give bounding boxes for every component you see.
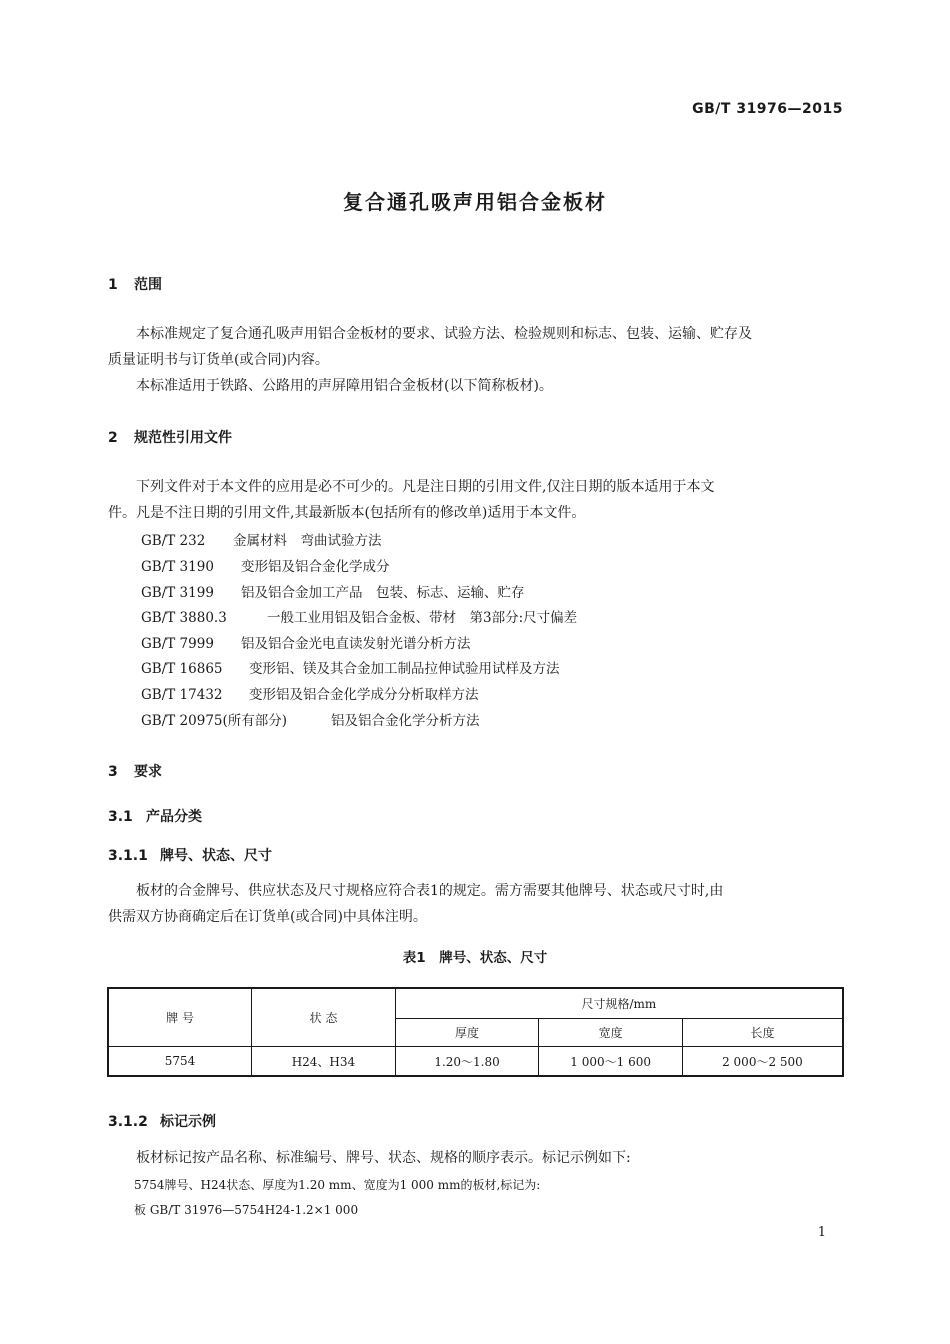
reference-name: 一般工业用铝及铝合金板、带材 第3部分:尺寸偏差 bbox=[267, 610, 578, 626]
reference-item bbox=[141, 709, 480, 729]
reference-code: GB/T 20975(所有部分) bbox=[141, 713, 288, 729]
section-1-paragraph-2 bbox=[108, 373, 844, 399]
section-1-paragraph-1-cont bbox=[108, 347, 844, 373]
section-3-1-1-heading bbox=[108, 845, 272, 865]
reference-item bbox=[141, 606, 577, 626]
reference-name: 变形铝及铝合金化学成分分析取样方法 bbox=[249, 687, 479, 703]
page-number: 1 bbox=[817, 1225, 826, 1240]
reference-name: 铝及铝合金光电直读发射光谱分析方法 bbox=[241, 636, 471, 652]
reference-code: GB/T 232 bbox=[141, 533, 206, 549]
reference-item bbox=[141, 581, 525, 601]
reference-name: 变形铝及铝合金化学成分 bbox=[241, 559, 390, 575]
text-line: 件。凡是不注日期的引用文件,其最新版本(包括所有的修改单)适用于本文件。 bbox=[108, 505, 586, 521]
section-2-paragraph-1 bbox=[108, 474, 844, 500]
cell-width: 1 000～1 600 bbox=[539, 1047, 683, 1077]
text-line: 本标准适用于铁路、公路用的声屏障用铝合金板材(以下简称板材)。 bbox=[136, 378, 553, 394]
text-line: 下列文件对于本文件的应用是必不可少的。凡是注日期的引用文件,仅注日期的版本适用于本文 bbox=[136, 479, 715, 495]
reference-item bbox=[141, 683, 479, 703]
cell-length: 2 000～2 500 bbox=[682, 1047, 843, 1077]
section-2-paragraph-1-cont bbox=[108, 500, 844, 526]
reference-code: GB/T 3199 bbox=[141, 585, 214, 601]
reference-code: GB/T 3880.3 bbox=[141, 610, 227, 626]
text-line: 质量证明书与订货单(或合同)内容。 bbox=[108, 352, 329, 368]
section-1-paragraph-1 bbox=[108, 321, 844, 347]
marking-example: 板 GB/T 31976—5754H24-1.2×1 000 bbox=[134, 1203, 359, 1217]
header-length: 长度 bbox=[682, 1019, 843, 1047]
reference-item bbox=[141, 657, 560, 677]
reference-code: GB/T 7999 bbox=[141, 636, 214, 652]
section-number: 3.1.1 bbox=[108, 848, 148, 864]
header-grade: 牌 号 bbox=[108, 988, 252, 1047]
cell-thickness: 1.20～1.80 bbox=[395, 1047, 539, 1077]
section-title: 规范性引用文件 bbox=[134, 430, 232, 446]
spec-table bbox=[107, 987, 844, 1077]
section-number: 2 bbox=[108, 430, 118, 446]
reference-name: 变形铝、镁及其合金加工制品拉伸试验用试样及方法 bbox=[249, 661, 560, 677]
reference-code: GB/T 17432 bbox=[141, 687, 223, 703]
reference-name: 铝及铝合金加工产品 包装、标志、运输、贮存 bbox=[241, 585, 525, 601]
reference-name: 金属材料 弯曲试验方法 bbox=[233, 533, 382, 549]
header-temper: 状 态 bbox=[252, 988, 396, 1047]
section-1-heading bbox=[108, 274, 162, 294]
section-3-1-1-paragraph-cont bbox=[108, 904, 844, 930]
section-2-heading bbox=[108, 427, 232, 447]
section-3-1-heading bbox=[108, 806, 202, 826]
header-size-group: 尺寸规格/mm bbox=[395, 988, 843, 1019]
section-number: 3.1.2 bbox=[108, 1114, 148, 1130]
cell-temper: H24、H34 bbox=[252, 1047, 396, 1077]
reference-code: GB/T 16865 bbox=[141, 661, 223, 677]
cell-grade: 5754 bbox=[108, 1047, 252, 1077]
table-header-row bbox=[108, 988, 843, 1019]
reference-name: 铝及铝合金化学分析方法 bbox=[331, 713, 480, 729]
section-3-1-2-heading bbox=[108, 1111, 216, 1131]
reference-item bbox=[141, 555, 390, 575]
section-3-heading bbox=[108, 761, 162, 781]
standard-code: GB/T 31976—2015 bbox=[692, 101, 843, 117]
text-line: 板材的合金牌号、供应状态及尺寸规格应符合表1的规定。需方需要其他牌号、状态或尺寸时,由 bbox=[136, 883, 724, 899]
section-title: 标记示例 bbox=[160, 1114, 216, 1130]
section-number: 3.1 bbox=[108, 809, 133, 825]
section-title: 牌号、状态、尺寸 bbox=[160, 848, 272, 864]
header-width: 宽度 bbox=[539, 1019, 683, 1047]
header-thickness: 厚度 bbox=[395, 1019, 539, 1047]
section-title: 范围 bbox=[134, 277, 162, 293]
section-3-1-2-paragraph bbox=[108, 1145, 844, 1171]
section-number: 3 bbox=[108, 764, 118, 780]
section-title: 产品分类 bbox=[146, 809, 202, 825]
section-title: 要求 bbox=[134, 764, 162, 780]
reference-item bbox=[141, 529, 382, 549]
reference-code: GB/T 3190 bbox=[141, 559, 214, 575]
reference-item bbox=[141, 632, 471, 652]
table-row bbox=[108, 1047, 843, 1077]
text-line: 本标准规定了复合通孔吸声用铝合金板材的要求、试验方法、检验规则和标志、包装、运输、贮存及 bbox=[136, 326, 752, 342]
document-title: 复合通孔吸声用铝合金板材 bbox=[343, 190, 607, 214]
text-line: 供需双方协商确定后在订货单(或合同)中具体注明。 bbox=[108, 909, 427, 925]
section-number: 1 bbox=[108, 277, 118, 293]
section-3-1-1-paragraph bbox=[108, 878, 844, 904]
table-caption: 表1 牌号、状态、尺寸 bbox=[402, 950, 548, 966]
text-line: 板材标记按产品名称、标准编号、牌号、状态、规格的顺序表示。标记示例如下: bbox=[136, 1150, 631, 1166]
marking-example-description: 5754牌号、H24状态、厚度为1.20 mm、宽度为1 000 mm的板材,标记为: bbox=[134, 1178, 541, 1192]
